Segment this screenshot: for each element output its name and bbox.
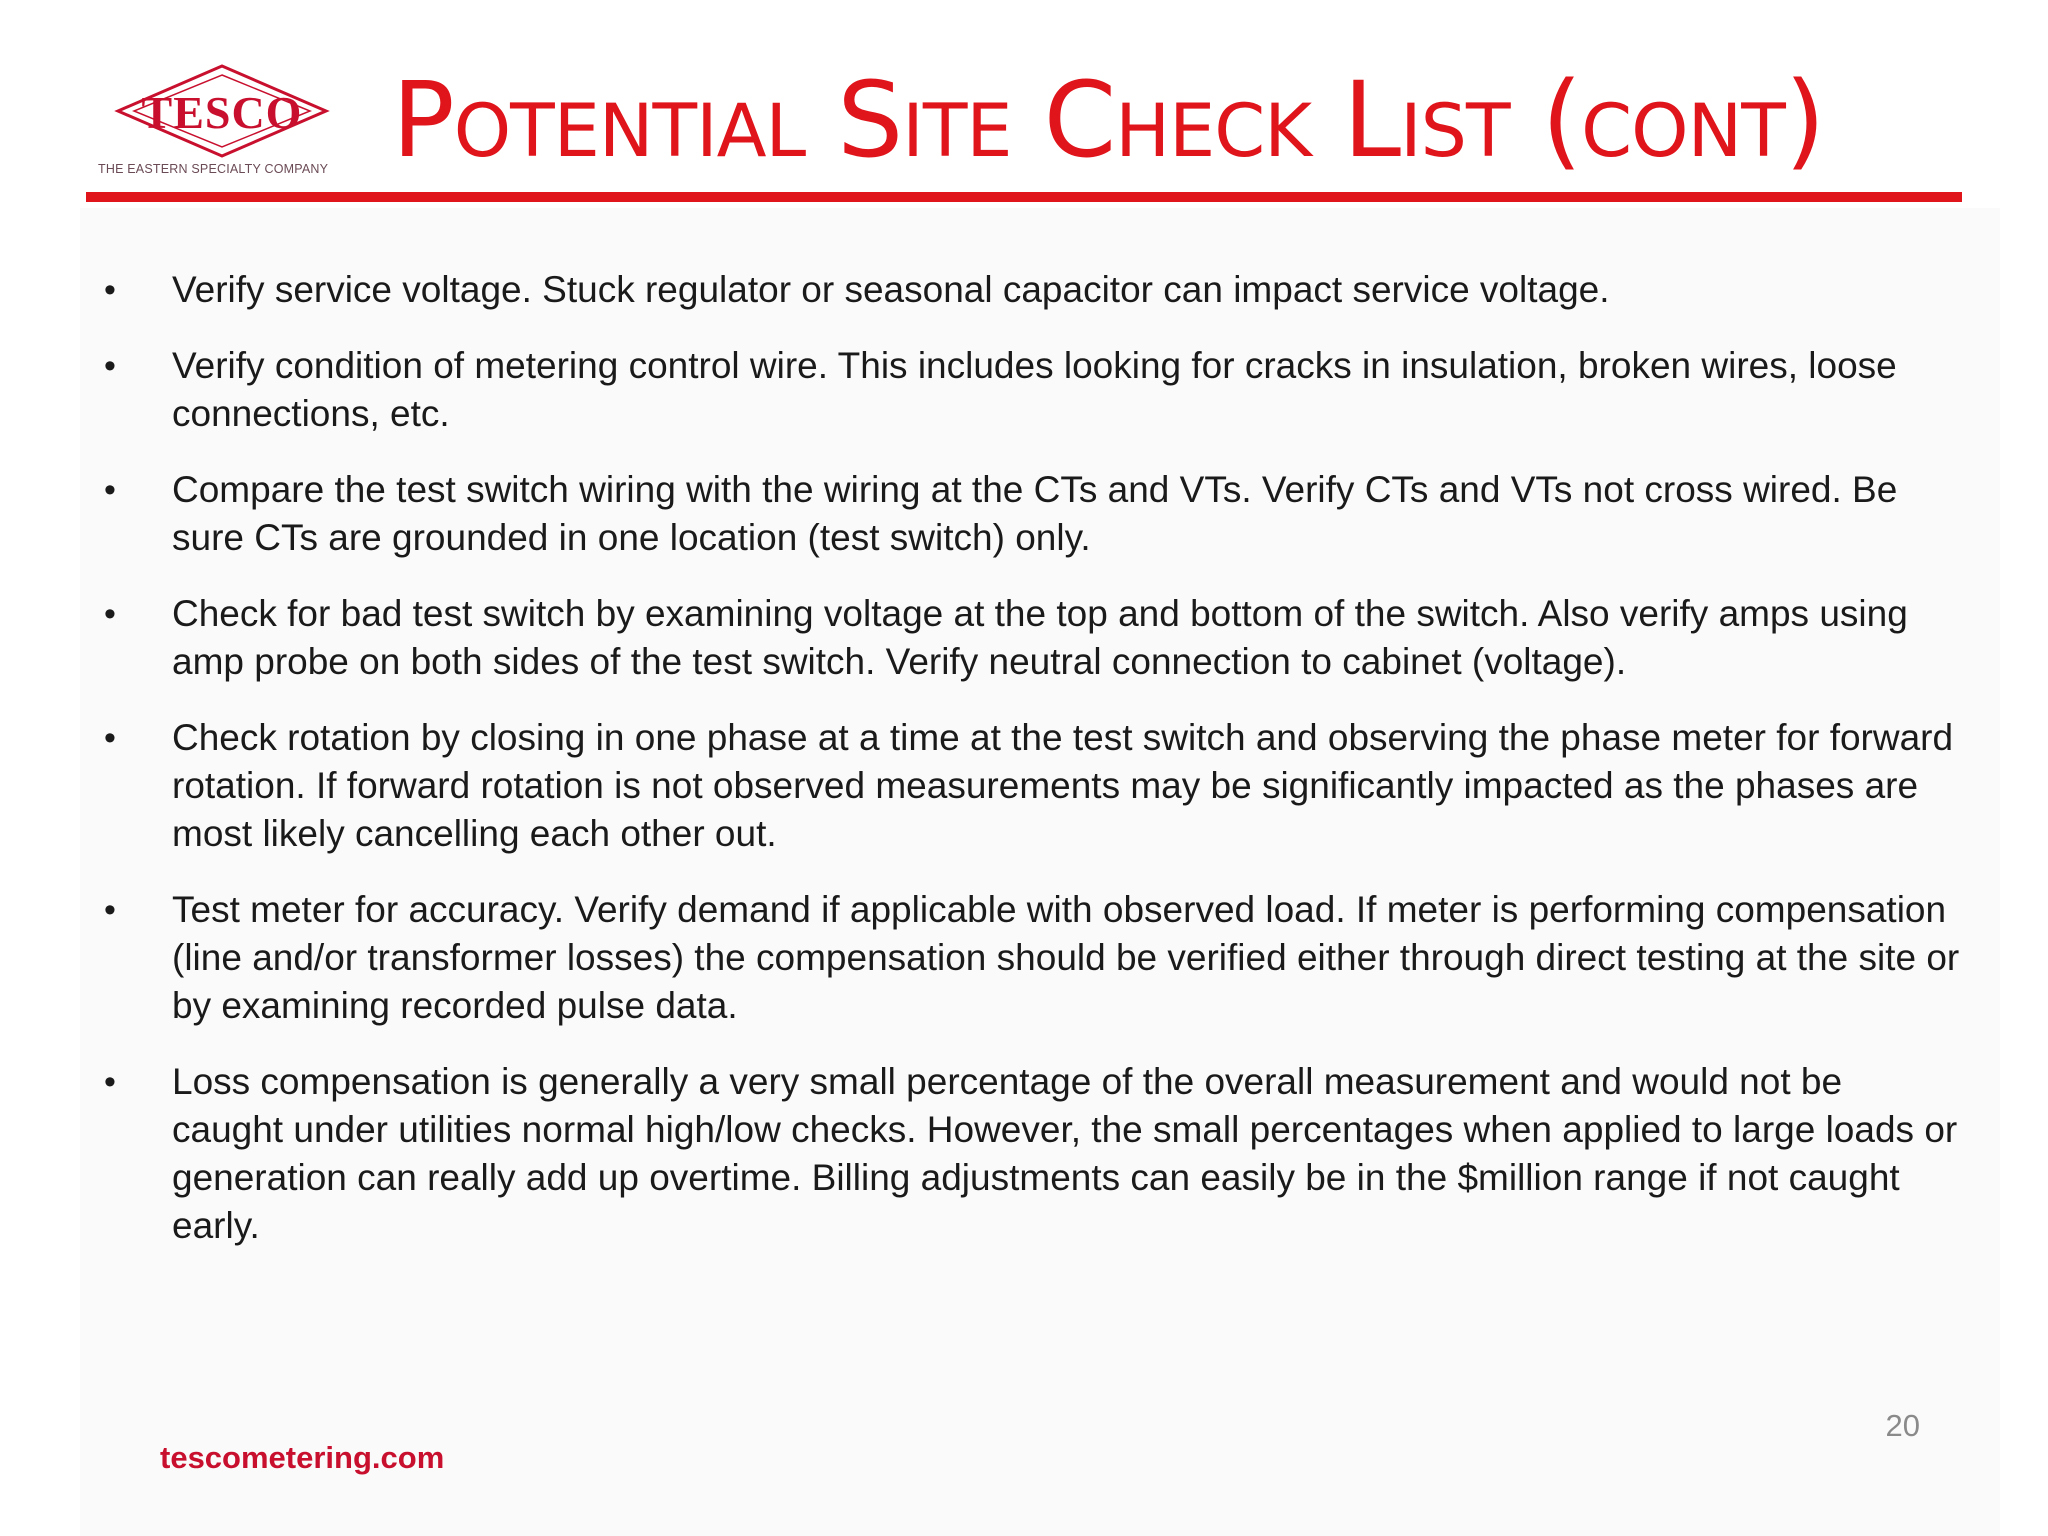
bullet-item bbox=[100, 886, 1960, 1030]
bullet-text: Verify condition of metering control wire. This includes looking for cracks in insulation, broken wires, loose connections, etc. bbox=[172, 345, 1897, 434]
footer-url: tescometering.com bbox=[160, 1440, 445, 1475]
tesco-diamond-logo-icon bbox=[112, 62, 332, 160]
bullet-dot-icon: • bbox=[104, 347, 116, 385]
bullet-text: Test meter for accuracy. Verify demand if applicable with observed load. If meter is performing compensation (line and/or transformer losses) the compensation should be verified either through direct testing at the site or by examining recorded pulse data. bbox=[172, 889, 1960, 1026]
bullet-text: Compare the test switch wiring with the wiring at the CTs and VTs. Verify CTs and VTs not cross wired. Be sure CTs are grounded in one location (test switch) only. bbox=[172, 469, 1898, 558]
bullet-text: Loss compensation is generally a very small percentage of the overall measurement and would not be caught under utilities normal high/low checks. However, the small percentages when applied to large loads or generation can really add up overtime. Billing adjustments can easily be in the $million range if not caught early. bbox=[172, 1061, 1958, 1246]
logo-wordmark: TESCO bbox=[141, 87, 303, 138]
bullet-text: Verify service voltage. Stuck regulator or seasonal capacitor can impact service voltage. bbox=[172, 269, 1610, 310]
bullet-item bbox=[100, 266, 1960, 314]
bullet-text: Check for bad test switch by examining voltage at the top and bottom of the switch. Also verify amps using amp probe on both sides of the test switch. Verify neutral connection to cabinet (voltage). bbox=[172, 593, 1908, 682]
bullet-item bbox=[100, 714, 1960, 858]
bullet-item bbox=[100, 590, 1960, 686]
bullet-item bbox=[100, 342, 1960, 438]
bullet-dot-icon: • bbox=[104, 271, 116, 309]
slide-title: Potential Site Check List (cont) bbox=[392, 59, 1825, 181]
page-number: 20 bbox=[1885, 1408, 1920, 1443]
bullet-item bbox=[100, 1058, 1960, 1250]
bullet-dot-icon: • bbox=[104, 719, 116, 757]
title-divider bbox=[86, 192, 1962, 202]
bullet-list bbox=[100, 266, 1960, 1278]
bullet-dot-icon: • bbox=[104, 471, 116, 509]
bullet-item bbox=[100, 466, 1960, 562]
bullet-dot-icon: • bbox=[104, 595, 116, 633]
bullet-dot-icon: • bbox=[104, 891, 116, 929]
logo-tagline: THE EASTERN SPECIALTY COMPANY bbox=[98, 162, 329, 176]
bullet-text: Check rotation by closing in one phase at a time at the test switch and observing the phase meter for forward rotation. If forward rotation is not observed measurements may be significantly impacted as the phases are most likely cancelling each other out. bbox=[172, 717, 1954, 854]
tesco-logo bbox=[98, 62, 358, 184]
bullet-dot-icon: • bbox=[104, 1063, 116, 1101]
